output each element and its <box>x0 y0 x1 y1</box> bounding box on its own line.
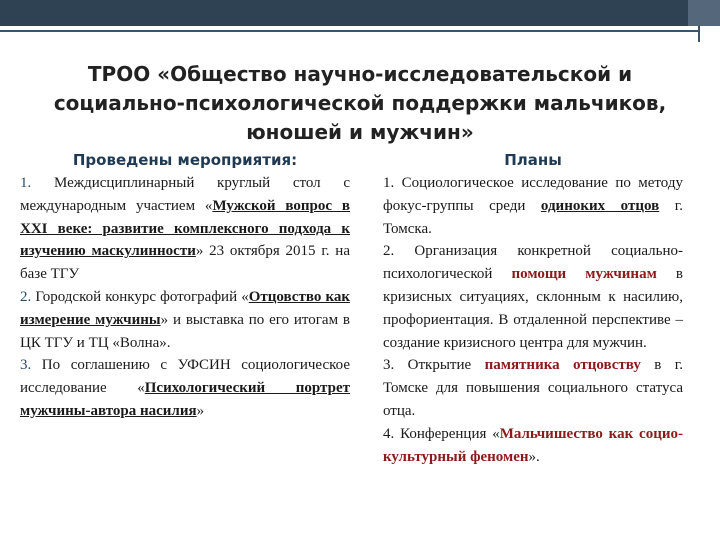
item-text: Городской конкурс фотографий « <box>31 288 249 305</box>
top-divider-line <box>0 30 700 32</box>
item-highlight: памятника отцовству <box>484 357 641 374</box>
event-item <box>20 354 350 422</box>
item-number: 4. <box>383 425 395 442</box>
plans-heading: Планы <box>504 151 562 169</box>
top-bar-accent <box>688 0 720 26</box>
item-number: 2. <box>383 243 395 260</box>
slide-title: ТРОО «Общество научно-исследовательской и социально-психологической поддержки мальчиков, юношей и мужчин» <box>53 62 667 144</box>
item-highlight: одиноких отцов <box>540 197 660 214</box>
item-number: 2. <box>20 288 32 305</box>
item-highlight: Отцовство как измерение мужчины <box>20 288 351 328</box>
item-text: » <box>196 402 205 419</box>
item-highlight: Мальчишество как социо-культурный феномен <box>383 425 683 465</box>
plan-item <box>383 172 683 240</box>
item-text: Организация конкретной социально-психологической <box>383 243 683 283</box>
item-number: 3. <box>383 357 395 374</box>
plans-column <box>383 150 683 468</box>
item-number: 1. <box>20 175 32 191</box>
item-text: в г. Томске для повышения социального статуса отца. <box>383 357 683 419</box>
item-text: Социологическое исследование по методу фокус-группы среди <box>383 175 683 214</box>
item-text: Междисциплинарный круглый стол с международным участием « <box>20 175 350 214</box>
plan-item <box>383 354 683 422</box>
event-item <box>20 286 350 354</box>
item-highlight: помощи мужчинам <box>511 266 657 283</box>
item-number: 3. <box>20 357 32 374</box>
top-bar <box>0 0 720 26</box>
item-text: » 23 октября 2015 г. на базе ТГУ <box>20 243 350 283</box>
item-highlight: Мужской вопрос в XXI веке: развитие комплексного подхода к изучению маскулинности <box>20 197 350 260</box>
plan-item <box>383 240 683 354</box>
item-number: 1. <box>383 175 395 191</box>
item-text: Открытие <box>394 357 485 374</box>
item-text: в кризисных ситуациях, склонным к насилию, профориентация. В отдаленной перспективе – создание кризисного центра для мужчин. <box>383 266 683 351</box>
corner-outline <box>698 26 700 42</box>
plan-item <box>383 423 683 469</box>
item-text: По соглашению с УФСИН социологическое исследование « <box>20 357 350 397</box>
event-item <box>20 172 350 286</box>
item-text: Конференция « <box>394 425 500 442</box>
events-column <box>20 150 350 423</box>
item-text: » и выставка по его итогам в ЦК ТГУ и ТЦ «Волна». <box>20 311 350 351</box>
events-heading: Проведены мероприятия: <box>72 151 298 169</box>
item-text: ». <box>528 448 540 465</box>
item-text: г. Томска. <box>383 197 683 237</box>
item-highlight: Психологический портрет мужчины-автора насилия <box>20 380 350 419</box>
